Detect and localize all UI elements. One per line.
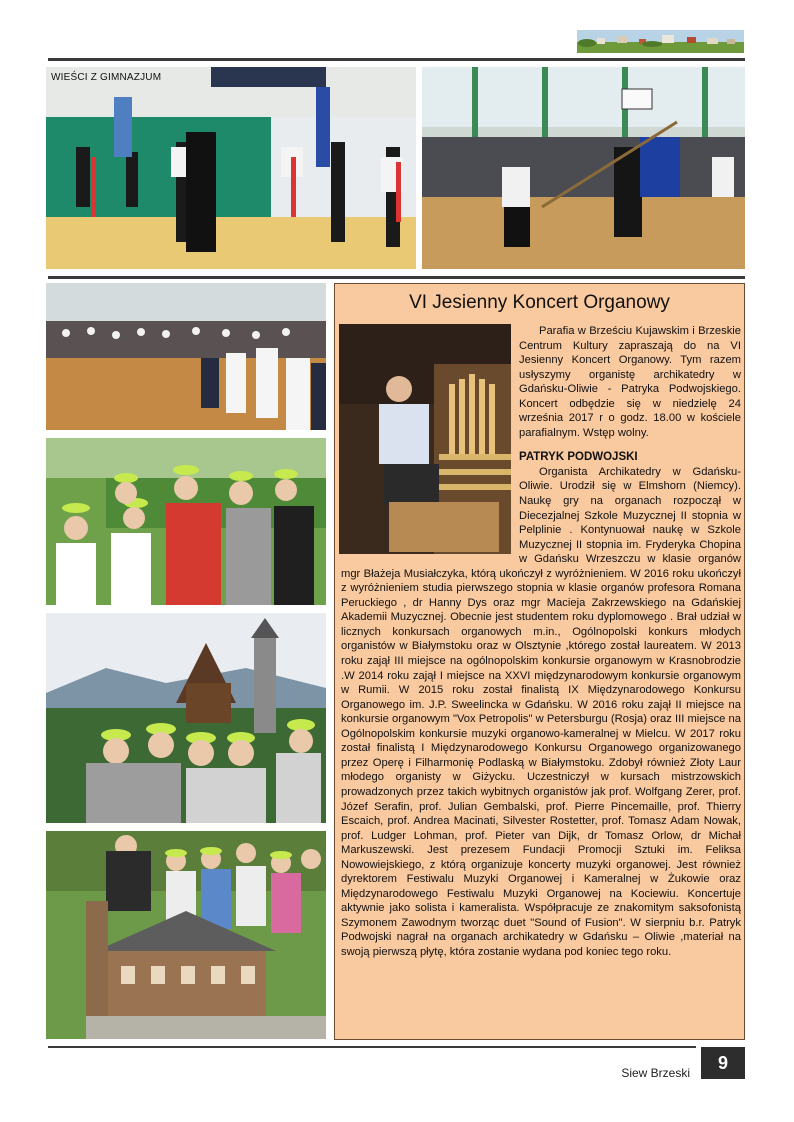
article-intro: Parafia w Brześciu Kujawskim i Brzeskie Centrum Kultury zapraszają do na VI Jesienny Koncert Organowy. Tym razem usłyszymy organistę archikatedry w Gdańsku-Oliwie - Patryka Podwojskiego. Koncert odbędzie się w niedzielę 24 września 2017 r o godz. 18.00 w kościele parafialnym. Wstęp wolny.	[519, 325, 741, 439]
magazine-name: Siew Brzeski	[621, 1066, 690, 1080]
section-label: WIEŚCI Z GIMNAZJUM	[51, 72, 162, 83]
article-box	[334, 283, 745, 1040]
article-subheading: PATRYK PODWOJSKI	[519, 451, 638, 464]
miniature-park-photo	[46, 831, 326, 1039]
school-hall-photo	[46, 283, 326, 430]
article-body	[341, 324, 741, 960]
header-rule	[48, 58, 745, 61]
garden-trip-photo	[46, 438, 326, 605]
ceremony-photo-right	[422, 67, 745, 269]
header-village-thumbnail	[577, 30, 744, 53]
article-title: VI Jesienny Koncert Organowy	[409, 292, 670, 313]
footer-rule	[48, 1046, 696, 1048]
page-number: 9	[701, 1047, 745, 1079]
ceremony-photo-left	[46, 67, 416, 269]
article-bio: Organista Archikatedry w Gdańsku- Oliwie. Urodził się w Elmshorn (Niemcy). Naukę gry na organach rozpoczął w Diecezjalnej Szkole Muzycznej II stopnia w Pelplinie . Kontynuował naukę w Szkole Muzycznej II stopnia im. Fryderyka Chopina w Gdańsku Wrzeszczu w klasie organów mgr Błażeja Musiałczyka, którą ukończył z wyróżnieniem. W 2016 roku ukończył z wyróżnieniem studia pierwszego stopnia w klasie organów profesora Romana Peruckiego , dr Hanny Dys oraz mgr Macieja Zakrzewskiego na Gdańskiej Akademii Muzycznej. Obecnie jest studentem roku dyplomowego . Brał udział w licznych konkursach organowych m.in., Ogólnopolski konkurs młodych organistów w Białymstoku oraz w Olsztynie ,którego został laureatem. W 2013 roku zajął III miejsce na ogólnopolskim konkursie organowym w Krasnobrodzie .W 2014 roku zajął I miejsce na XXVI międzynarodowym konkursie organowym w Rumii. W 2015 roku został finalistą IX Międzynarodowego Konkursu Organowego im. J.P. Sweelincka w Gdańsku. W 2016 roku zajął II miejsce na konkursie organowym "Vox Petropolis" w Petersburgu (Rosja) oraz III miejsce na Ogólnopolskim konkursie muzyki organowo-kameralnej w Mielcu. W 2017 roku został finalistą I Międzynarodowego Konkursu Organowego organizowanego przez Operę i Filharmonię Podlaską w Białymstoku. Zdobył również Złoty Laur młodego organisty w Giżycku. Uczestniczył w kursach mistrzowskich prowadzonych przez takich wybitnych organistów jak prof. Wolfgang Zerer, prof. Józef Serafin, prof. Julian Gembalski, prof. Pierre Pincemaille, prof. Thierry Escaich, prof. Andrea Macinati, Silvester Rostetter, prof. Tomasz Adam Nowak, prof. Ludger Lohman, prof. Pieter van Dijk, dr Tomasz Orlow, dr Michał Markuszewski. Jest prezesem Fundacji Promocji Sztuki im. Feliksa Nowowiejskiego, z którą organizuje koncerty muzyki organowej. Jest również dyrektorem Festiwalu Muzyki Organowej i Kameralnej w Żukowie oraz Międzynarodowego Festiwalu Muzyki Organowej na Kociewiu. Koncertuje aktywnie jako solista i kameralista. Współpracuje ze znakomitym saksofonistą Szymonem Zawodnym tworząc duet "Sound of Fusion". W sierpniu b.r. Patryk Podwojski nagrał na organach archikatedry w Gdańsku – Oliwie ,materiał na swoją pierwszą płytę, która zostanie wydana pod koniec tego roku.	[341, 465, 741, 958]
organist-photo	[339, 324, 511, 554]
wang-church-trip-photo	[46, 613, 326, 823]
mid-rule	[48, 276, 745, 279]
